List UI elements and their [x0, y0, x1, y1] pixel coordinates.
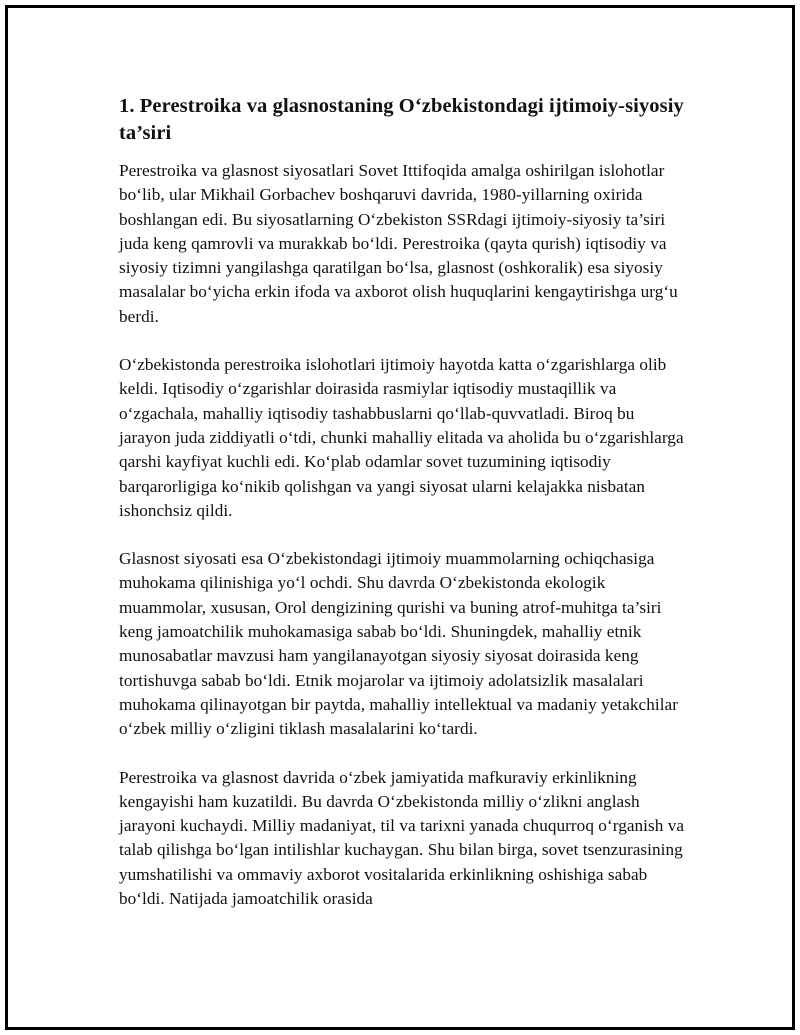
paragraph-2: O‘zbekistonda perestroika islohotlari ijtimoiy hayotda katta o‘zgarishlarga olib keldi. Iqtisodiy o‘zgarishlar doirasida rasmiylar iqtisodiy mustaqillik va o‘zgachala, mahalliy iqtisodiy tashabbuslarni qo‘llab-quvvatladi. Biroq bu jarayon juda ziddiyatli o‘tdi, chunki mahalliy elitada va aholida bu o‘zgarishlarga qarshi kayfiyat kuchli edi. Ko‘plab odamlar sovet tuzumining iqtisodiy barqarorligiga ko‘nikib qolishgan va yangi siyosat ularni kelajakka nisbatan ishonchsiz qildi. — [119, 355, 684, 520]
paragraph-4: Perestroika va glasnost davrida o‘zbek jamiyatida mafkuraviy erkinlikning kengayishi ham kuzatildi. Bu davrda O‘zbekistonda milliy o‘zlikni anglash jarayoni kuchaydi. Milliy madaniyat, til va tarixni yanada chuqurroq o‘rganish va talab qilishga bo‘lgan intilishlar kuchaygan. Shu bilan birga, sovet tsenzurasining yumshatilishi va ommaviy axborot vositalarida erkinlikning oshishiga sabab bo‘ldi. Natijada jamoatchilik orasida — [119, 767, 685, 909]
paragraph-1: Perestroika va glasnost siyosatlari Sovet Ittifoqida amalga oshirilgan islohotlar bo‘lib, ular Mikhail Gorbachev boshqaruvi davrida, 1980-yillarning oxirida boshlangan edi. Bu siyosatlarning O‘zbekiston SSRdagi ijtimoiy-siyosiy ta’siri juda keng qamrovli va murakkab bo‘ldi. Perestroika (qayta qurish) iqtisodiy va siyosiy tizimni yangilashga qaratilgan bo‘lsa, glasnost (oshkoralik) esa siyosiy masalalar bo‘yicha erkin ifoda va axborot olish huquqlarini kengaytirishga urg‘u berdi. — [119, 161, 678, 326]
document-content — [119, 93, 689, 935]
document-page — [5, 5, 795, 1030]
paragraph-3: Glasnost siyosati esa O‘zbekistondagi ijtimoiy muammolarning ochiqchasiga muhokama qilinishiga yo‘l ochdi. Shu davrda O‘zbekistonda ekologik muammolar, xususan, Orol dengizining qurishi va buning atrof-muhitga ta’siri keng jamoatchilik muhokamasiga sabab bo‘ldi. Shuningdek, mahalliy etnik munosabatlar mavzusi ham yangilanayotgan siyosiy siyosat doirasida keng tortishuvga sabab bo‘ldi. Etnik mojarolar va ijtimoiy adolatsizlik masalalari muhokama qilinayotgan bir paytda, mahalliy intellektual va madaniy yetakchilar o‘zbek milliy o‘zligini tiklash masalalarini ko‘tardi. — [119, 549, 678, 739]
section-heading: 1. Perestroika va glasnostaning O‘zbekistondagi ijtimoiy-siyosiy ta’siri — [119, 95, 684, 144]
